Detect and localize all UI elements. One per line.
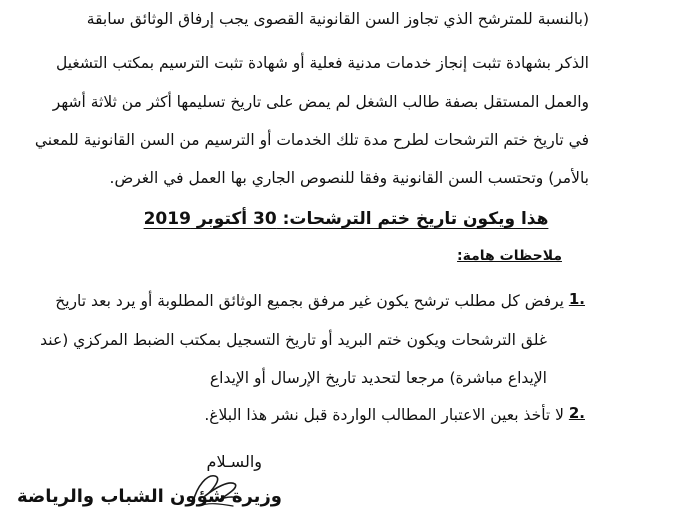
notes-title: ملاحظات هامة: bbox=[457, 248, 562, 264]
paragraph-line: الذكر بشهادة تثبت إنجاز خدمات مدنية فعلية أو شهادة تثبت الترسيم بمكتب التشغيل bbox=[55, 54, 589, 72]
note-line: الإيداع مباشرة) مرجعا لتحديد تاريخ الإرسال أو الإيداع bbox=[209, 369, 547, 387]
closing-salutation: والسـلام bbox=[206, 452, 262, 471]
paragraph-line: بالأمر) وتحتسب السن القانونية وفقا للنصوص الجاري بها العمل في الغرض. bbox=[109, 169, 589, 187]
paragraph-line: والعمل المستقل بصفة طالب الشغل لم يمض على تاريخ تسليمها أكثر من ثلاثة أشهر bbox=[52, 93, 589, 111]
paragraph-line: (بالنسبة للمترشح الذي تجاوز السن القانونية القصوى يجب إرفاق الوثائق سابقة bbox=[86, 10, 589, 28]
note-line: لا تأخذ بعين الاعتبار المطالب الواردة قبل نشر هذا البلاغ. bbox=[204, 406, 564, 424]
signatory-title: وزيرة شؤون الشباب والرياضة bbox=[16, 486, 282, 507]
paragraph-line: في تاريخ ختم الترشحات لطرح مدة تلك الخدمات أو الترسيم من السن القانونية للمعني bbox=[34, 131, 589, 149]
note-number: 1. bbox=[568, 290, 585, 308]
note-line: يرفض كل مطلب ترشح يكون غير مرفق بجميع الوثائق المطلوبة أو يرد بعد تاريخ bbox=[55, 292, 564, 310]
note-number: 2. bbox=[568, 404, 585, 422]
note-line: غلق الترشحات ويكون ختم البريد أو تاريخ التسجيل بمكتب الضبط المركزي (عند bbox=[40, 331, 547, 349]
deadline-heading: هذا ويكون تاريخ ختم الترشحات: 30 أكتوبر 2019 bbox=[143, 209, 549, 229]
